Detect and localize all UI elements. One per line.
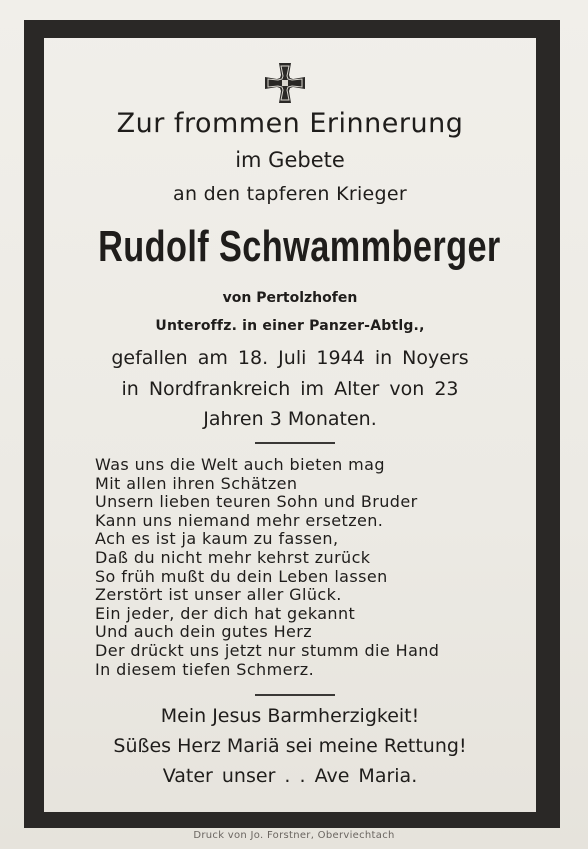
printer-imprint: Druck von Jo. Forstner, Oberviechtach: [193, 830, 395, 841]
divider: [255, 694, 335, 696]
poem-line: Zerstört ist unser aller Glück.: [95, 585, 342, 605]
border-bottom: [24, 812, 560, 828]
deceased-origin: von Pertolzhofen: [222, 290, 358, 306]
border-left: [24, 20, 44, 828]
prayer-line-1: Mein Jesus Barmherzigkeit!: [160, 705, 420, 727]
poem-line: Unsern lieben teuren Sohn und Bruder: [95, 492, 418, 512]
card-subtitle-warrior: an den tapferen Krieger: [173, 183, 407, 205]
poem-line: Und auch dein gutes Herz: [95, 622, 313, 642]
poem-line: Was uns die Welt auch bieten mag: [95, 455, 385, 474]
poem-line: Daß du nicht mehr kehrst zurück: [95, 547, 371, 567]
card-title: Zur frommen Erinnerung: [116, 108, 464, 139]
poem-line: So früh mußt du dein Leben lassen: [95, 566, 388, 586]
poem-line: In diesem tiefen Schmerz.: [95, 659, 315, 679]
divider: [255, 442, 335, 444]
poem-line: Ach es ist ja kaum zu fassen,: [95, 529, 339, 549]
death-details-line-3: Jahren 3 Monaten.: [203, 408, 377, 430]
prayer-line-2: Süßes Herz Mariä sei meine Rettung!: [113, 735, 467, 757]
deceased-rank: Unteroffz. in einer Panzer-Abtlg.,: [155, 318, 425, 334]
death-details-line-1: gefallen am 18. Juli 1944 in Noyers: [111, 347, 469, 369]
deceased-name: Rudolf Schwammberger: [98, 222, 501, 271]
card-subtitle-prayer: im Gebete: [235, 148, 345, 172]
death-details-line-2: in Nordfrankreich im Alter von 23: [121, 378, 459, 400]
border-right: [536, 20, 560, 828]
poem-line: Kann uns niemand mehr ersetzen.: [95, 510, 384, 530]
prayer-line-3: Vater unser . . Ave Maria.: [162, 765, 418, 787]
poem-line: Ein jeder, der dich hat gekannt: [95, 603, 356, 623]
border-top: [24, 20, 556, 38]
iron-cross-icon: [262, 60, 308, 106]
memorial-poem: [95, 456, 535, 679]
poem-line: Mit allen ihren Schätzen: [95, 473, 298, 493]
poem-line: Der drückt uns jetzt nur stumm die Hand: [95, 640, 440, 660]
